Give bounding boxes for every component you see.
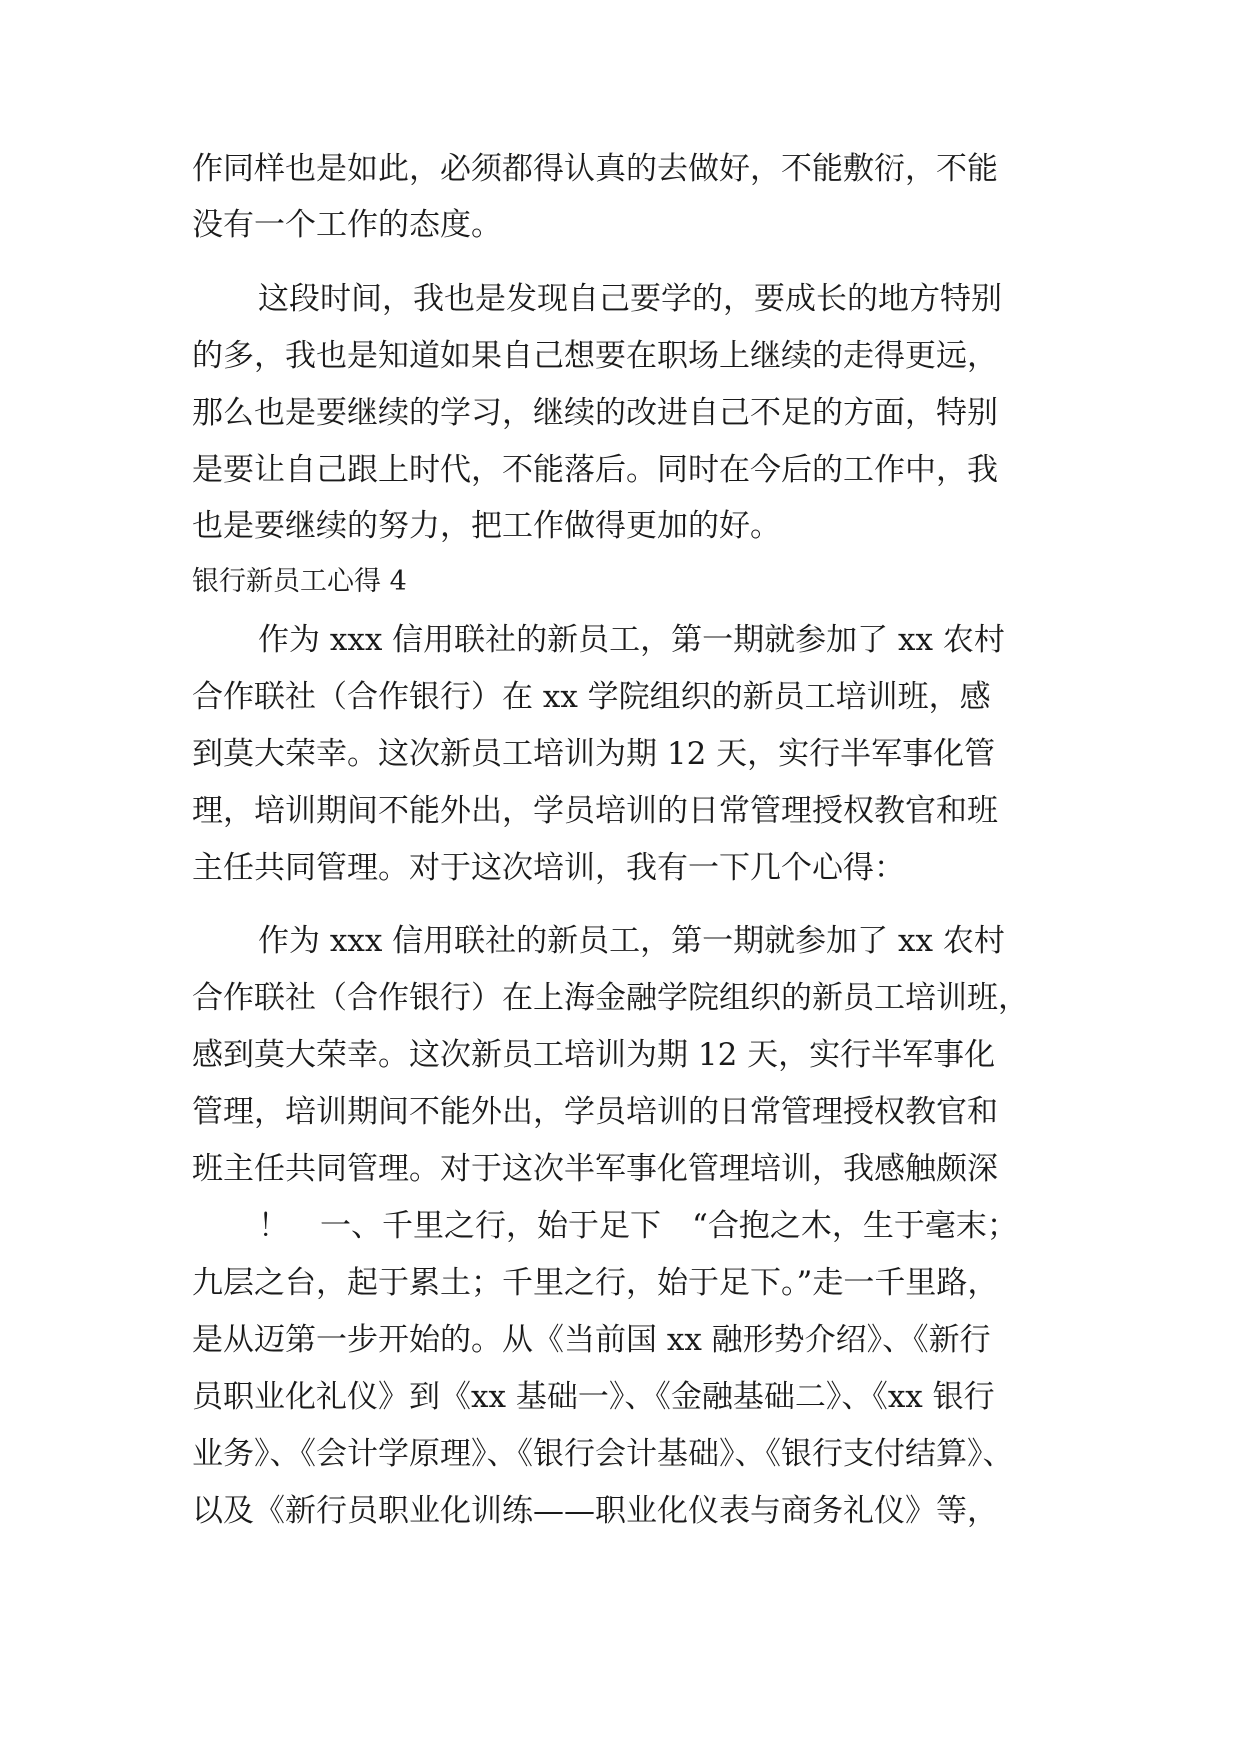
text-line: 是要让自己跟上时代，不能落后。同时在今后的工作中，我: [192, 452, 998, 488]
text-line: 以及《新行员职业化训练——职业化仪表与商务礼仪》等，: [192, 1493, 998, 1529]
text-line: 班主任共同管理。对于这次半军事化管理培训，我感触颇深: [192, 1151, 998, 1187]
text-line: 九层之台，起于累土；千里之行，始于足下。”走一千里路，: [192, 1265, 999, 1301]
text-line: 的多，我也是知道如果自己想要在职场上继续的走得更远，: [192, 338, 998, 374]
text-line: 也是要继续的努力，把工作做得更加的好。: [192, 508, 781, 544]
paragraph-start: 作为 xxx 信用联社的新员工，第一期就参加了 xx 农村: [258, 622, 1005, 658]
text-line: 主任共同管理。对于这次培训，我有一下几个心得：: [192, 850, 905, 886]
text-line: 作同样也是如此，必须都得认真的去做好，不能敷衍，不能: [192, 151, 998, 187]
section-heading: 银行新员工心得 4: [192, 566, 407, 597]
text-line: 合作联社（合作银行）在上海金融学院组织的新员工培训班，: [192, 980, 1029, 1016]
text-line: 员职业化礼仪》到《xx 基础一》、《金融基础二》、《xx 银行: [192, 1379, 995, 1415]
text-line: 没有一个工作的态度。: [192, 207, 502, 243]
text-line: 理，培训期间不能外出，学员培训的日常管理授权教官和班: [192, 793, 998, 829]
text-line: 业务》、《会计学原理》、《银行会计基础》、《银行支付结算》、: [192, 1436, 1014, 1472]
text-line: 那么也是要继续的学习，继续的改进自己不足的方面，特别: [192, 395, 998, 431]
text-line: 是从迈第一步开始的。从《当前国 xx 融形势介绍》、《新行: [192, 1322, 991, 1358]
text-line: 合作联社（合作银行）在 xx 学院组织的新员工培训班，感: [192, 679, 991, 715]
paragraph-start: ！ 一、千里之行，始于足下 “合抱之木，生于毫末；: [258, 1208, 1018, 1244]
text-line: 感到莫大荣幸。这次新员工培训为期 12 天，实行半军事化: [192, 1037, 996, 1073]
text-line: 到莫大荣幸。这次新员工培训为期 12 天，实行半军事化管: [192, 736, 996, 772]
text-line: 管理，培训期间不能外出，学员培训的日常管理授权教官和: [192, 1094, 998, 1130]
paragraph-start: 这段时间，我也是发现自己要学的，要成长的地方特别: [258, 281, 1002, 317]
paragraph-start: 作为 xxx 信用联社的新员工，第一期就参加了 xx 农村: [258, 923, 1005, 959]
